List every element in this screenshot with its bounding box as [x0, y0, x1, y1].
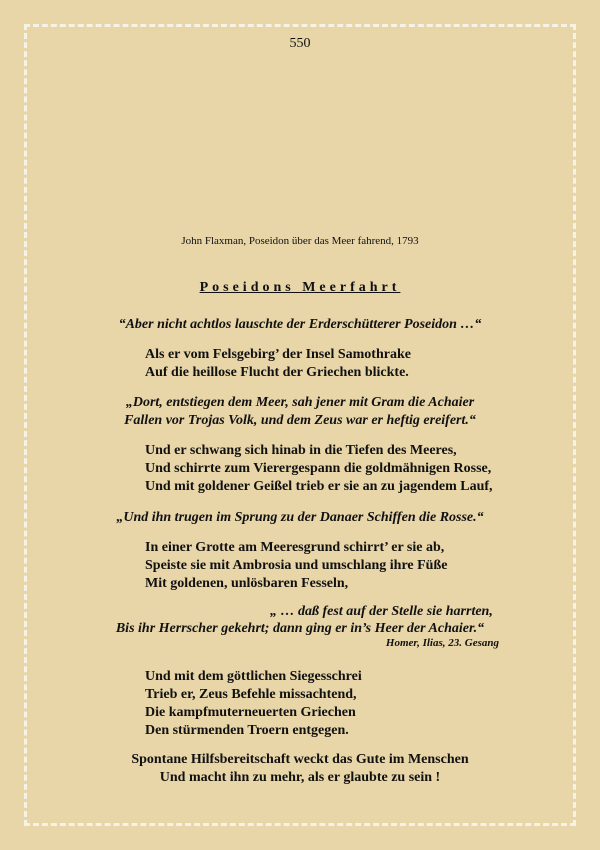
moral-line: Spontane Hilfsbereitschaft weckt das Gute im Menschen — [131, 752, 469, 767]
verse-line: Trieb er, Zeus Befehle missachtend, — [145, 687, 357, 702]
image-caption: John Flaxman, Poseidon über das Meer fahrend, 1793 — [181, 235, 419, 247]
verse-line: Und mit goldener Geißel trieb er sie an zu jagendem Lauf, — [145, 479, 493, 494]
verse-line: Und schirrte zum Vierergespann die goldmähnigen Rosse, — [145, 461, 492, 476]
quote-line: “Aber nicht achtlos lauschte der Erderschütterer Poseidon …“ — [118, 317, 482, 332]
verse-line: Und mit dem göttlichen Siegesschrei — [145, 669, 362, 684]
quote-line: Bis ihr Herrscher gekehrt; dann ging er in’s Heer der Achaier.“ — [115, 621, 485, 636]
verse-line: Und er schwang sich hinab in die Tiefen des Meeres, — [145, 443, 457, 458]
quote-line: Fallen vor Trojas Volk, und dem Zeus war er heftig ereifert.“ — [124, 413, 476, 428]
moral-line: Und macht ihn zu mehr, als er glaubte zu sein ! — [159, 770, 441, 785]
verse-line: Die kampfmuterneuerten Griechen — [145, 705, 356, 720]
verse-line: Speiste sie mit Ambrosia und umschlang ihre Füße — [145, 558, 448, 573]
quote-line: „ … daß fest auf der Stelle sie harrten, — [270, 604, 493, 619]
verse-line: Mit goldenen, unlösbaren Fesseln, — [145, 576, 349, 591]
verse-line: Auf die heillose Flucht der Griechen blickte. — [145, 365, 409, 380]
source-attribution: Homer, Ilias, 23. Gesang — [385, 637, 499, 649]
verse-line: In einer Grotte am Meeresgrund schirrt’ er sie ab, — [145, 540, 445, 555]
page-number: 550 — [289, 36, 311, 51]
quote-line: „Dort, entstiegen dem Meer, sah jener mit Gram die Achaier — [125, 395, 475, 410]
verse-line: Als er vom Felsgebirg’ der Insel Samothrake — [145, 347, 411, 362]
quote-line: „Und ihn trugen im Sprung zu der Danaer Schiffen die Rosse.“ — [116, 510, 484, 525]
verse-line: Den stürmenden Troern entgegen. — [145, 723, 349, 738]
poem-title: Poseidons Meerfahrt — [199, 280, 401, 295]
